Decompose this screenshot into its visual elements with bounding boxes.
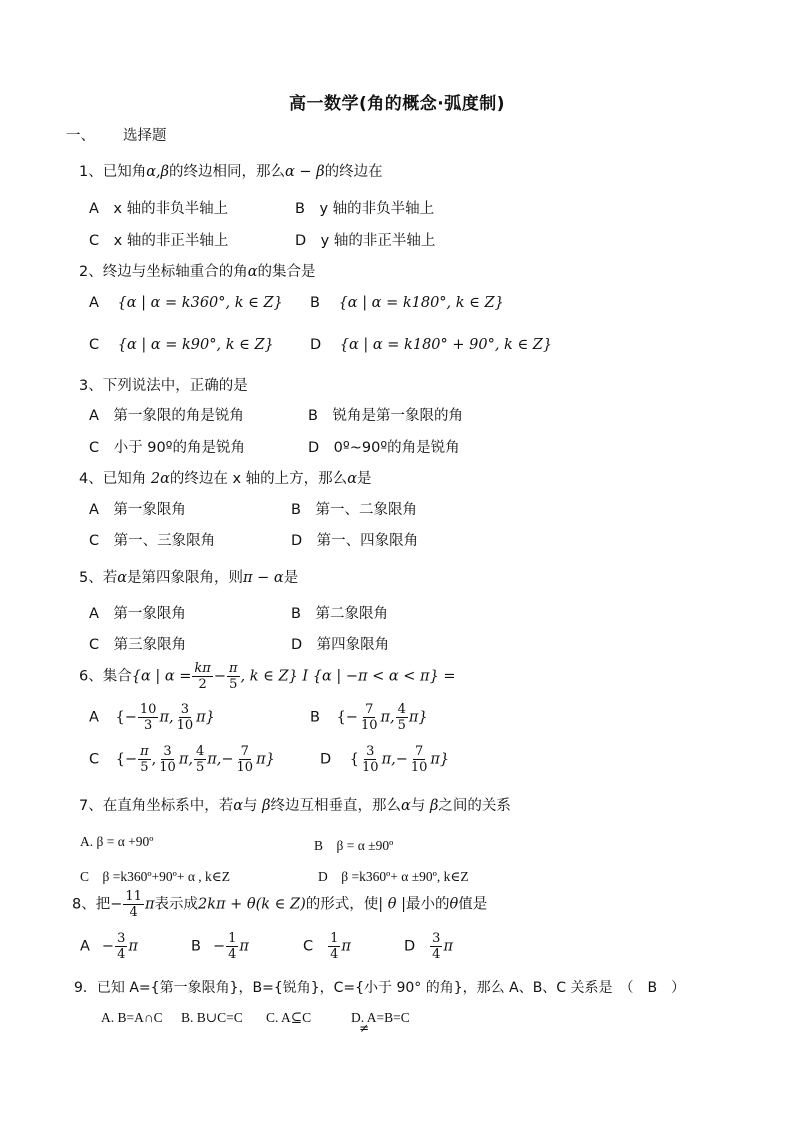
fraction-denominator: 4 [117,947,126,962]
fraction-numerator: 3 [163,744,172,759]
q7-var: β [262,798,271,814]
q4-option-c[interactable]: C 第一、三象限角 [89,533,216,549]
q6-fraction [192,661,212,692]
q4-stem-part: 4、已知角 [79,471,151,487]
q3-option-c[interactable]: C 小于 90º的角是锐角 [89,440,246,456]
option-expr: {α | α = k180° + 90°, k ∈ Z} [339,337,553,353]
q9-option-d-wrap [351,1010,410,1035]
not-equal-mark: ≠ [359,1021,370,1035]
q5-option-a[interactable]: A 第一象限角 [89,606,186,622]
option-label: B [191,938,201,955]
q6-minus: − [213,668,226,685]
q8-stem-part: 值是 [458,896,488,913]
fraction-numerator: 4 [397,702,406,717]
q8-option-a[interactable] [80,931,138,962]
q5-var: α [117,570,128,586]
option-label: D [404,938,416,955]
q7-stem-part: 之间的关系 [438,798,511,814]
fraction-numerator: 4 [195,744,205,759]
q8-stem-part: 表示成 [154,896,198,913]
option-label: A [89,709,99,726]
fraction-denominator: 5 [397,718,406,733]
fraction-denominator: 10 [176,718,194,733]
question-9-stem: 9．已知 A={第一象限角}，B={锐角}，C={小于 90° 的角}，那么 A、B、C 关系是 （ B ） [74,980,686,996]
q8-minus: − [110,896,123,913]
option-expr: { [349,751,360,768]
fraction-numerator: 7 [414,744,424,759]
q5-expr: π − α [243,570,284,586]
fraction-numerator: 7 [240,744,249,759]
option-expr: π} [408,709,428,726]
option-label: A [89,295,99,311]
option-fraction [396,702,408,733]
option-expr: D. A=B=C [351,1010,410,1025]
fraction-numerator: 7 [365,702,374,717]
q4-option-a[interactable]: A 第一象限角 [89,502,186,518]
option-fraction [175,702,196,733]
fraction-numerator: 1 [228,931,237,946]
q8-stem-part: 8、把 [72,896,111,913]
fraction-denominator: 4 [330,947,339,962]
q5-stem-part: 是第四象限角，则 [127,570,244,586]
option-fraction [226,931,238,962]
option-label: C [89,337,100,353]
q6-option-b[interactable] [310,702,428,733]
option-expr: {− [336,709,358,726]
q8-option-d[interactable] [404,931,453,962]
q7-var: α [233,798,244,814]
fraction-denominator: 10 [236,760,254,775]
fraction-numerator: kπ [194,661,211,676]
q1-expr: α − β [285,164,325,180]
q2-stem-part: 2、终边与坐标轴重合的角 [79,264,248,280]
question-2-stem [79,260,316,281]
q8-option-c[interactable] [303,931,351,962]
option-fraction [138,744,151,775]
q9-option-b[interactable]: B. B∪C=C [181,1010,243,1025]
q8-stem-part: 的形式，使 [305,896,379,913]
option-pi: π [128,938,138,955]
q8-theta: θ [449,896,459,913]
q4-stem-part: 的终边在 x 轴的上方，那么 [169,471,348,487]
q1-option-a[interactable]: A x 轴的非负半轴上 [89,201,229,217]
option-pi: π [341,938,351,955]
option-fraction [409,744,430,775]
fraction-numerator: 3 [180,702,189,717]
question-1-stem [79,160,383,181]
q6-option-a[interactable] [89,702,215,733]
q2-option-c[interactable] [89,337,274,353]
option-fraction [359,702,380,733]
q6-option-c[interactable] [89,744,275,775]
q3-option-b[interactable]: B 锐角是第一象限的角 [308,408,463,424]
q7-stem-part: 与 [410,798,430,814]
q1-option-d[interactable]: D y 轴的非正半轴上 [295,233,436,249]
q8-option-b[interactable] [191,931,249,962]
q5-option-c[interactable]: C 第三象限角 [89,637,187,653]
q6-fraction [227,661,240,692]
q2-var: α [247,264,258,280]
fraction-numerator: π [140,744,149,759]
option-expr: {α | α = k360°, k ∈ Z} [117,295,283,311]
option-fraction [360,744,381,775]
fraction-numerator: 10 [139,702,157,717]
fraction-numerator: 11 [125,889,142,904]
q5-stem-part: 是 [283,570,299,586]
option-expr: π} [256,751,275,768]
q7-var: α [401,798,411,814]
q3-option-a[interactable]: A 第一象限的角是锐角 [89,408,244,424]
q3-option-d[interactable]: D 0º~90º的角是锐角 [308,440,460,456]
fraction-denominator: 10 [362,760,379,775]
question-6-stem [79,661,456,692]
q1-option-c[interactable]: C x 轴的非正半轴上 [89,233,229,249]
q1-stem-part: 1、已知角 [79,164,147,180]
q9-option-d[interactable] [351,1010,410,1035]
fraction-denominator: 4 [228,947,237,962]
q5-stem-part: 5、若 [79,570,118,586]
q7-stem-part: 终边互相垂直，那么 [270,798,402,814]
fraction-denominator: 10 [410,760,428,775]
q2-stem-part: 的集合是 [257,264,316,280]
option-expr: {− [115,709,137,726]
fraction-numerator: 3 [366,744,375,759]
q9-option-c[interactable]: C. A⊆C [266,1010,312,1025]
question-4-stem [79,467,371,488]
option-expr: π,− [381,751,408,768]
q4-stem-part: 是 [356,471,372,487]
option-pi: π [443,938,453,955]
fraction-denominator: 5 [229,677,238,692]
q1-stem-part: 的终边在 [324,164,383,180]
option-expr: π} [196,709,215,726]
section-label: 选择题 [123,128,167,144]
option-label: D [310,337,322,353]
q8-expr: 2kπ + θ(k ∈ Z) [197,896,306,913]
option-expr: π,− [207,751,234,768]
fraction-denominator: 4 [432,947,441,962]
fraction-denominator: 5 [195,760,205,775]
option-fraction [157,744,178,775]
option-pi: π [239,938,249,955]
q6-expr: , k ∈ Z} I {α | −π < α < π} = [240,668,456,685]
q7-stem-part: 7、在直角坐标系中，若 [79,798,234,814]
option-label: C [303,938,314,955]
q7-option-a[interactable]: A. β = α +90º [80,834,154,849]
q1-vars: α,β [146,164,170,180]
fraction-numerator: 1 [330,931,339,946]
fraction-denominator: 4 [129,905,138,920]
question-8-stem [72,889,487,920]
fraction-denominator: 2 [198,677,207,692]
q8-stem-part: 最小的 [405,896,450,913]
option-label: D [320,751,332,768]
q8-abs: | θ | [378,896,406,913]
fraction-numerator: π [228,661,238,676]
option-label: B [310,295,320,311]
fraction-denominator: 10 [159,760,176,775]
q7-option-b[interactable]: B β = α ±90º [314,838,394,853]
q4-option-d[interactable]: D 第一、四象限角 [291,533,419,549]
option-expr: {α | α = k90°, k ∈ Z} [117,337,274,353]
q2-option-d[interactable] [310,337,552,353]
option-sign: − [101,938,115,955]
fraction-denominator: 10 [360,718,378,733]
option-fraction [115,931,127,962]
option-fraction [138,702,159,733]
fraction-denominator: 5 [140,760,149,775]
question-7-stem [79,794,511,815]
q2-option-a[interactable] [89,295,283,311]
q5-option-b[interactable]: B 第二象限角 [291,606,388,622]
q7-option-c[interactable]: C β =k360º+90º+ α , k∈Z [80,869,231,884]
option-expr: π} [430,751,450,768]
option-fraction [328,931,340,962]
option-expr: {− [115,751,138,768]
option-fraction [430,931,442,962]
q4-var: α [347,471,357,487]
q8-pi: π [144,896,155,913]
q7-stem-part: 与 [243,798,263,814]
option-fraction [235,744,256,775]
q5-option-d[interactable]: D 第四象限角 [291,637,390,653]
q6-option-d[interactable] [320,744,449,775]
option-expr: π, [178,751,193,768]
option-label: A [80,938,90,955]
q1-stem-part: 的终边相同，那么 [169,164,286,180]
option-label: B [310,709,320,726]
q2-option-b[interactable] [310,295,504,311]
q4-expr: 2α [150,471,170,487]
option-expr: π, [380,709,395,726]
section-heading [66,124,167,145]
page-title: 高一数学(角的概念·弧度制) [289,94,505,114]
option-expr: {α | α = k180°, k ∈ Z} [338,295,504,311]
q4-option-b[interactable]: B 第一、二象限角 [291,502,417,518]
option-label: C [89,751,100,768]
option-fraction [194,744,206,775]
q8-fraction [123,889,144,920]
fraction-numerator: 3 [432,931,441,946]
option-expr: , [151,751,157,768]
question-3-stem: 3、下列说法中，正确的是 [79,378,248,394]
section-number: 一、 [66,128,95,144]
fraction-denominator: 3 [144,718,153,733]
q6-expr: {α | α = [131,668,192,685]
q7-option-d[interactable]: D β =k360º+ α ±90º, k∈Z [318,869,469,884]
question-5-stem [79,566,298,587]
option-sign: − [212,938,226,955]
fraction-numerator: 3 [117,931,126,946]
q9-option-a[interactable]: A. B=A∩C [101,1010,163,1025]
q1-option-b[interactable]: B y 轴的非负半轴上 [295,201,435,217]
q6-stem-part: 6、集合 [79,668,132,685]
option-expr: π, [159,709,174,726]
q7-var: β [429,798,439,814]
